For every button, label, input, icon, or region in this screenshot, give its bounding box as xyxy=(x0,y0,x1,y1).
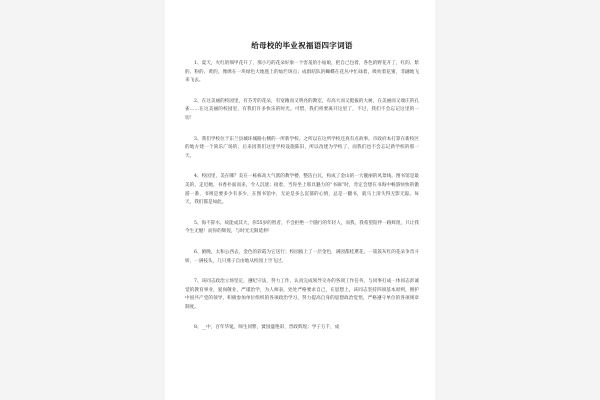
paragraph: 6、俯晚，太和公西去，金色的彩霞为它送行；校园披上了一层金色，满园都桂熏花，一簇簇灰红的花朵争奇斗妍，一满枝头，几只燕子自由地从校园上空飞过。 xyxy=(185,249,419,264)
paragraph: 2、在这美丽的校园里，有芬芳的花朵，有宽敞而又明亮的教室，有高大而又挺拔的大树，在美丽而又端庄的孔雀……在这美丽的校园里，有我们许多快乐的时光。可惜，我们将要离开这里了，不过，我们不会忘记这里的一切！ xyxy=(185,98,419,121)
paragraph: 4、校园里，美在哪？美在一栋栋高大气派的教学楼，整洁白瓦，构成了金山的一大靓丽的风景线。图书馆是最美的，走近她，书香扑面而来，令人沉迷；接着，当你坐上那具魅力的“书廊”时，肯定会想在书海中畅游快快的傲游一番，书则是要多少有多少，在图书馆中，无论是多么沉郁的心情，总是一翻书，就马上清失得无影无踪。每天，我们都是如此。 xyxy=(185,174,419,206)
paragraph: 7、该同志政治立场坚定，遵纪守法，努力工作，认真完成领导交办的各项工作任务，与同事打成一体同志彭诚觉的教育事业，爱岗敬业，严谨治学，为人师表，处处严格要求自己，在思想上，该同志坚持四项基本原则，拥护中国共产党的领导，积极参加单位组织的各项政治学习，努力提高自身的思想政治觉悟，严格遵守单位的各项规章制度。 xyxy=(185,279,419,310)
paragraph: 5、海不辞水，故能成其大，你55岁的智者，不会拒绝一个随行的年轻人，而我，我希望陪伴一路辉煌，只让我今生无憾！而你的辉煌，与时光无限延伸！ xyxy=(185,220,419,235)
paragraph: 3、我们学校位于东兰县城环城路右侧的一所新学校。之所以在这所学校还真有点故事。市政府本打算在新校区的地方建一个简乐广场的；后来因我们这里学校设施陈旧，所以改建为学校了，而我们也不会忘记新学校的那一天。 xyxy=(185,136,419,159)
paragraph: 1、夏天，火红的细甲花开了，那小巧的花朵好象一个害羞的小姑娘，把自己包着，各色的野花开了，红的、紫的、粉的、黄的，像绣在一块绿色大地毯上的灿烂斑点；成群结队的蝴蝶在花丛中忙碌着，吸吮着花蜜，非翩地飞来飞去。 xyxy=(185,61,419,84)
paragraph: 8、__中，百年华诞，师生同繁，黉园盛艳彩，晋政辉煌；学子万千，成 xyxy=(194,325,340,331)
document-title: 给母校的毕业祝福语四字词语 xyxy=(251,41,353,50)
document-page xyxy=(165,0,435,400)
